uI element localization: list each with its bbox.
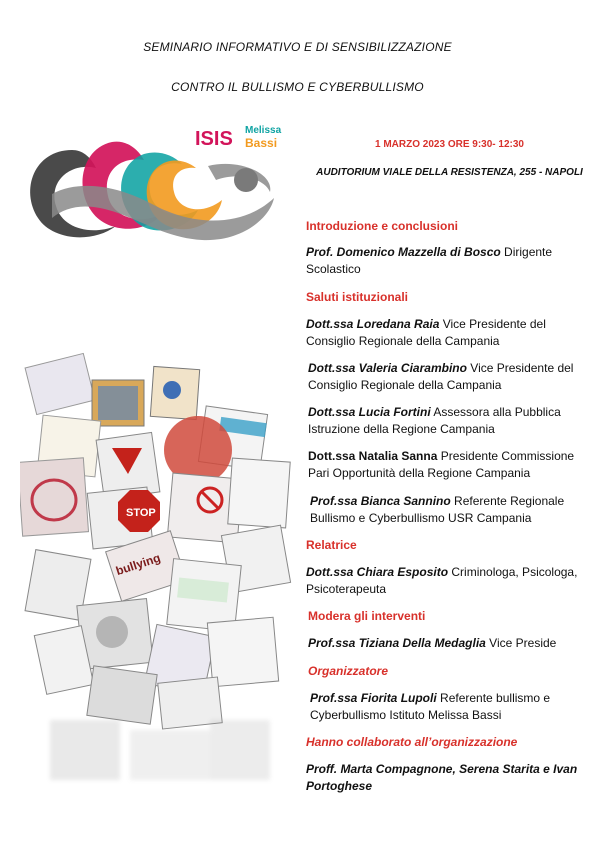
greeting-name: Prof.ssa Bianca Sannino [310, 494, 451, 508]
greeting-name: Dott.ssa Loredana Raia [306, 317, 440, 331]
collage-reflection [30, 720, 290, 810]
moderator-role: Vice Preside [485, 636, 557, 650]
greeting-item [308, 448, 593, 482]
greeting-name: Dott.ssa Valeria Ciarambino [308, 361, 467, 375]
event-date: 1 MARZO 2023 ORE 9:30- 12:30 [375, 139, 524, 150]
drawings-collage [20, 340, 295, 740]
intro-name: Prof. Domenico Mazzella di Bosco [306, 245, 501, 259]
organizer-role: Referente bullismo e Cyberbullismo Istituto Melissa Bassi [310, 691, 551, 722]
intro-speaker [306, 244, 591, 278]
greetings-heading: Saluti istituzionali [306, 290, 409, 304]
greeting-name: Dott.ssa Lucia Fortini [308, 405, 431, 419]
greeting-item [306, 316, 591, 350]
collaborators-names: Proff. Marta Compagnone, Serena Starita e Ivan Portoghese [306, 762, 578, 793]
moderator-item [308, 635, 593, 652]
school-logo [12, 118, 287, 248]
greeting-role: Vice Presidente del Consiglio Regionale della Campania [308, 361, 574, 392]
event-venue: AUDITORIUM VIALE DELLA RESISTENZA, 255 - NAPOLI [316, 167, 583, 178]
greeting-role: Presidente Commissione Pari Opportunità della Regione Campania [308, 449, 575, 480]
speaker-name: Dott.ssa Chiara Esposito [306, 565, 449, 579]
moderator-heading: Modera gli interventi [308, 609, 426, 623]
bullying-drawing-label: bullying [114, 550, 163, 579]
seminar-subtitle: CONTRO IL BULLISMO E CYBERBULLISMO [171, 80, 424, 94]
organizer-name: Prof.ssa Fiorita Lupoli [310, 691, 437, 705]
greeting-role: Assessora alla Pubblica Istruzione della Regione Campania [308, 405, 561, 436]
speaker-role: Criminologa, Psicologa, Psicoterapeuta [306, 565, 578, 596]
greeting-item [308, 360, 593, 394]
intro-role: Dirigente Scolastico [306, 245, 553, 276]
greeting-role: Vice Presidente del Consiglio Regionale della Campania [306, 317, 546, 348]
speaker-heading: Relatrice [306, 538, 357, 552]
greeting-item [310, 493, 595, 527]
logo-name-last: Bassi [245, 136, 278, 150]
logo-name-first: Melissa [245, 125, 282, 136]
logo-acronym: ISIS [195, 128, 233, 150]
greeting-item [308, 404, 593, 438]
collaborators-heading: Hanno collaborato all’organizzazione [306, 735, 518, 749]
drawing-cards [20, 353, 291, 729]
greeting-name: Dott.ssa Natalia Sanna [308, 449, 438, 463]
organizer-item [310, 690, 595, 724]
stop-sign-label: STOP [126, 507, 156, 519]
moderator-name: Prof.ssa Tiziana Della Medaglia [308, 636, 486, 650]
seminar-title: SEMINARIO INFORMATIVO E DI SENSIBILIZZAZIONE [143, 40, 452, 54]
organizer-heading: Organizzatore [308, 664, 389, 678]
speaker-item [306, 564, 591, 598]
intro-heading: Introduzione e conclusioni [306, 219, 459, 233]
greeting-role: Referente Regionale Bullismo e Cyberbullismo USR Campania [310, 494, 565, 525]
